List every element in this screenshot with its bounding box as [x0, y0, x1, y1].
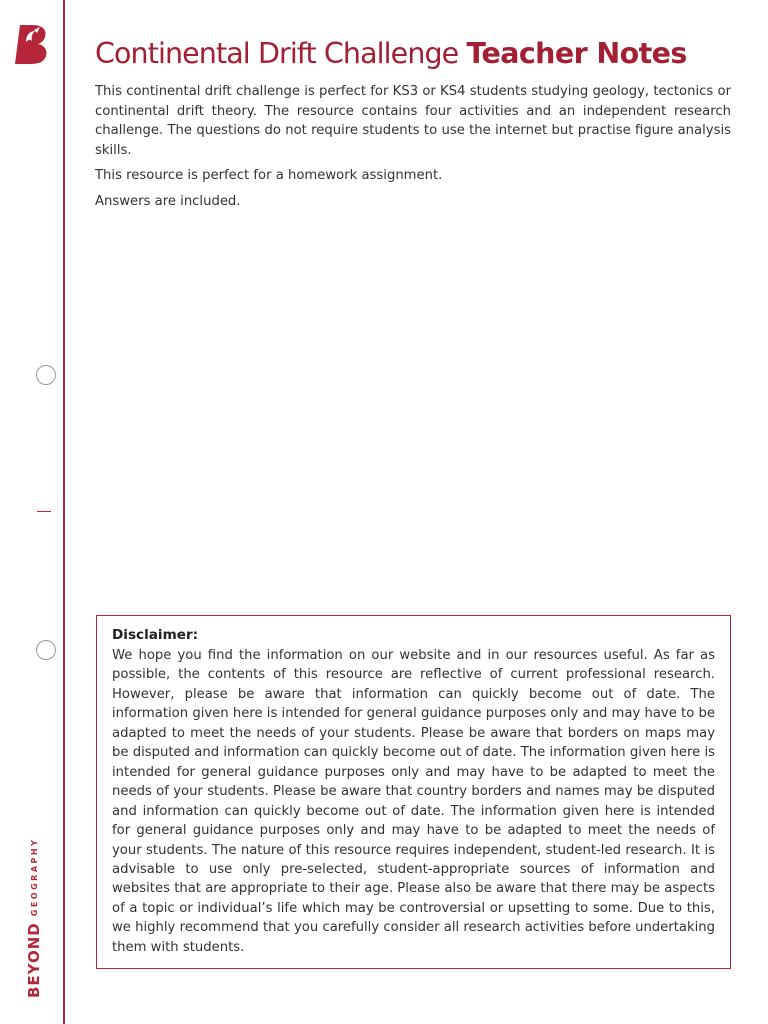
disclaimer-title: Disclaimer: — [112, 627, 199, 643]
brand-secondary: GEOGRAPHY — [30, 837, 39, 917]
intro-section — [95, 82, 731, 218]
disclaimer-body: We hope you find the information on our website and in our resources useful. As far as possible, the contents of this resource are reflective of current professional research. However, please be aware that information can quickly become out of date. The information given here is intended for general guidance purposes only and may have to be adapted to meet the needs of your students. Please be aware that borders on maps may be disputed and information can quickly become out of date. The information given here is intended for general guidance purposes only and may have to be adapted to meet the needs of your students. Please be aware that country borders and names may be disputed and information can quickly become out of date. The information given here is intended for general guidance purposes only and may have to be adapted to meet the needs of your students. The nature of this resource requires independent, student-led research. It is advisable to use only pre-selected, student-appropriate sources of information and websites that are appropriate to their age. Please also be aware that there may be aspects of a topic or individual’s life which may be controversial or upsetting to some. Due to this, we highly recommend that you carefully consider all research activities before undertaking them with students. — [112, 648, 715, 955]
disclaimer-box — [96, 615, 731, 969]
punch-hole-icon — [36, 640, 56, 660]
intro-paragraph: Answers are included. — [95, 193, 241, 209]
page-title — [95, 34, 687, 74]
fold-mark — [37, 511, 51, 512]
title-bold: Teacher Notes — [466, 37, 687, 70]
punch-hole-icon — [36, 365, 56, 385]
intro-paragraph: This resource is perfect for a homework assignment. — [95, 168, 443, 184]
brand-wordmark — [24, 838, 43, 998]
brand-primary: BEYOND — [25, 922, 43, 998]
title-regular: Continental Drift Challenge — [95, 37, 467, 70]
margin-rule — [63, 0, 65, 1024]
beyond-logo-icon — [14, 22, 52, 66]
intro-paragraph: This continental drift challenge is perfect for KS3 or KS4 students studying geology, tectonics or continental drift theory. The resource contains four activities and an independent research challenge. The questions do not require students to use the internet but practise figure analysis skills. — [95, 84, 731, 158]
